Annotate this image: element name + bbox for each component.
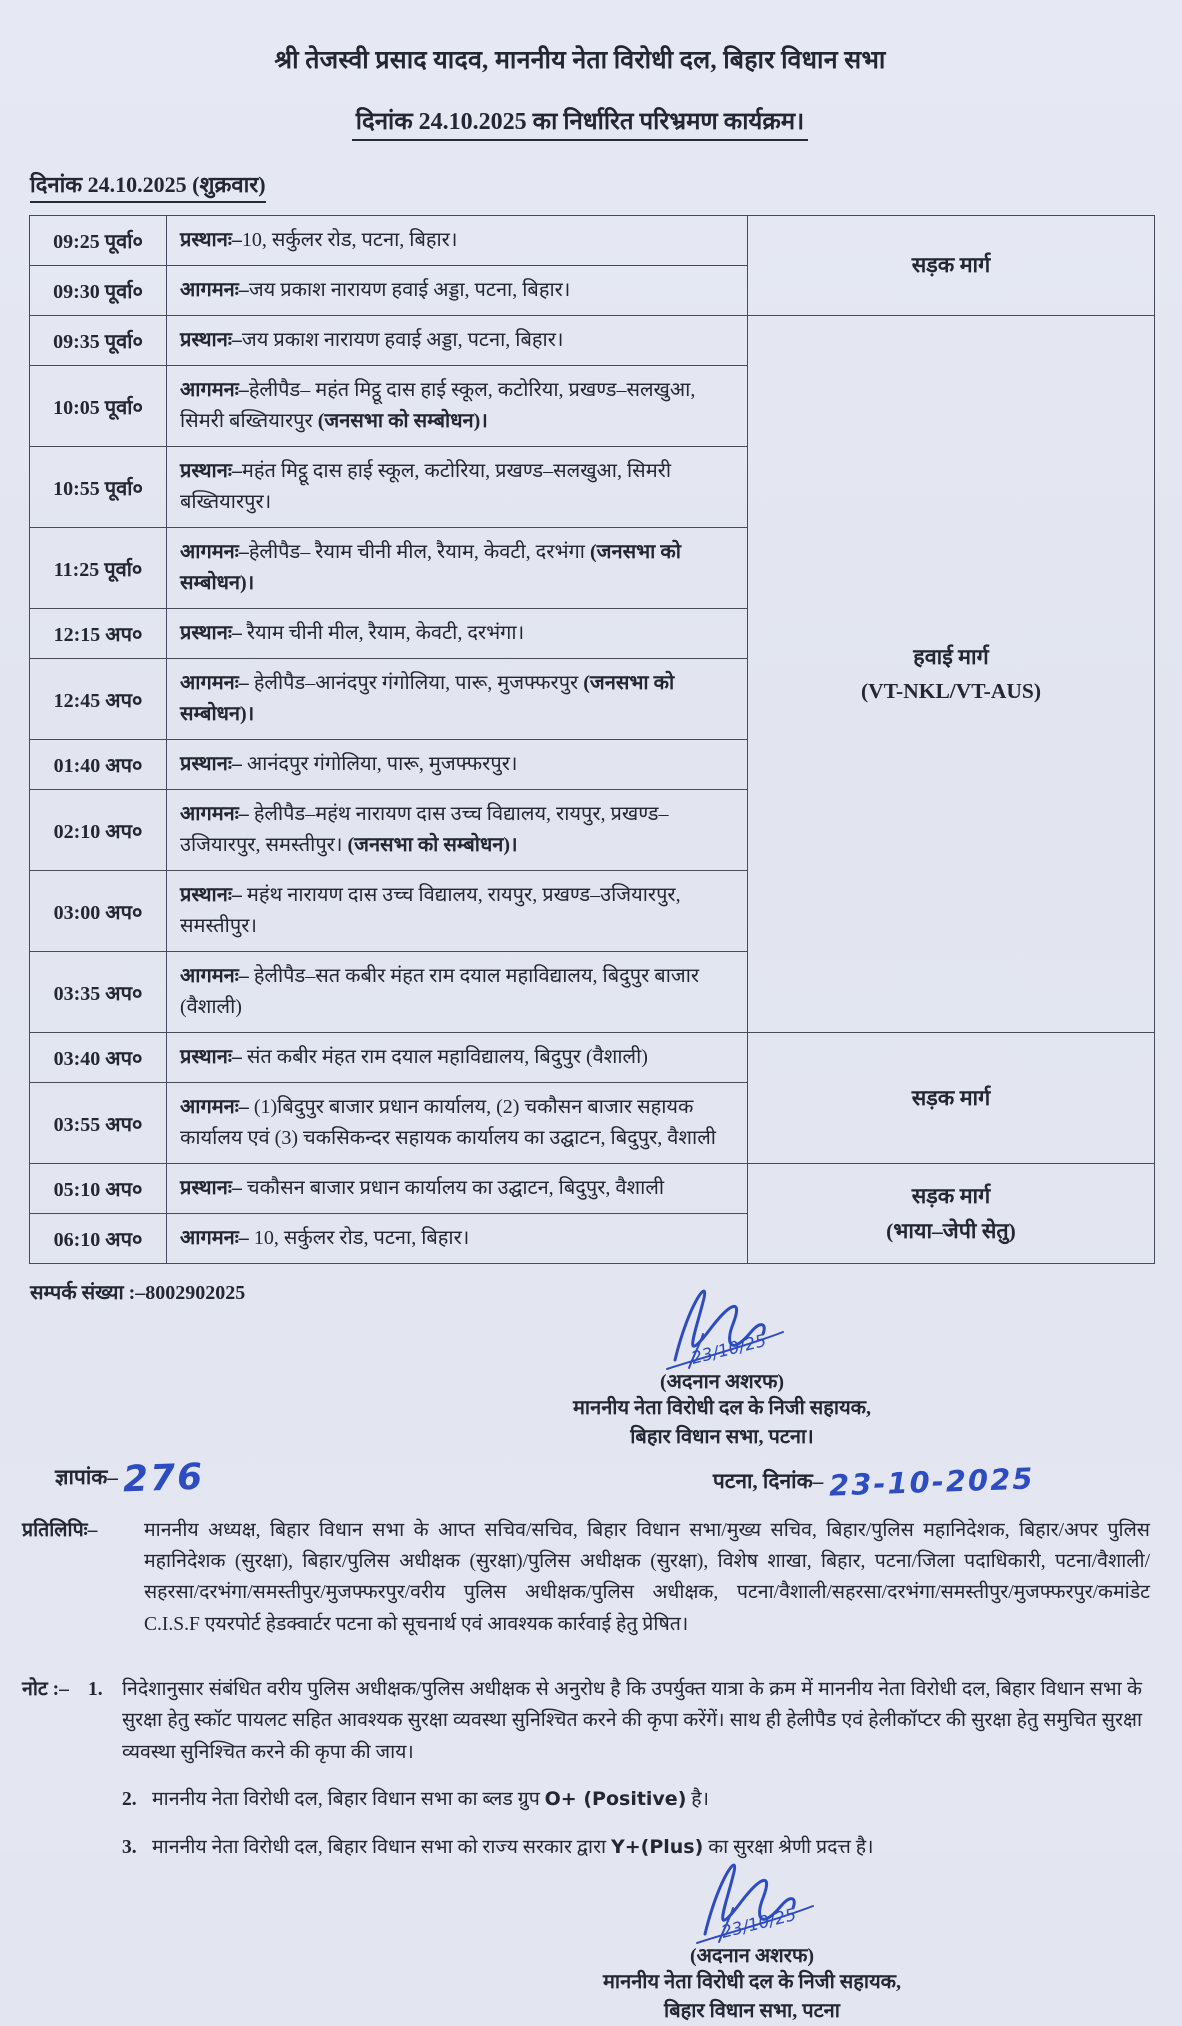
note-number: 1. xyxy=(88,1678,103,1700)
signature-date-scrawl: 23/10/25 xyxy=(719,1904,799,1943)
schedule-row xyxy=(30,1164,1155,1214)
detail-cell: प्रस्थानः–10, सर्कुलर रोड, पटना, बिहार। xyxy=(167,216,748,266)
notes-section xyxy=(22,1674,1142,1864)
detail-cell: प्रस्थानः– महंथ नारायण दास उच्च विद्यालय, रायपुर, प्रखण्ड–उजियारपुर, समस्तीपुर। xyxy=(167,871,748,952)
document-title xyxy=(120,42,1040,141)
time-cell: 12:15 अप० xyxy=(30,609,167,659)
time-cell: 03:00 अप० xyxy=(30,871,167,952)
memo-row xyxy=(55,1456,1152,1503)
route-cell: सड़क मार्ग xyxy=(748,216,1155,316)
note-number: 2. xyxy=(122,1789,137,1811)
detail-cell: आगमनः– 10, सर्कुलर रोड, पटना, बिहार। xyxy=(167,1214,748,1264)
signatory-role-2: बिहार विधान सभा, पटना xyxy=(664,1999,840,2022)
note-text: माननीय नेता विरोधी दल, बिहार विधान सभा का ब्लड ग्रुप O+ (Positive) है। xyxy=(152,1788,710,1811)
time-cell: 02:10 अप० xyxy=(30,790,167,871)
route-cell: सड़क मार्ग xyxy=(748,1033,1155,1164)
route-cell: सड़क मार्ग (भाया–जेपी सेतु) xyxy=(748,1164,1155,1264)
time-cell: 03:55 अप० xyxy=(30,1083,167,1164)
signature-scribble-icon xyxy=(667,1846,837,1951)
time-cell: 01:40 अप० xyxy=(30,740,167,790)
time-cell: 09:35 पूर्वा० xyxy=(30,316,167,366)
schedule-table xyxy=(29,215,1155,1264)
time-cell: 10:55 पूर्वा० xyxy=(30,447,167,528)
detail-cell: आगमनः– (1)बिदुपुर बाजार प्रधान कार्यालय, (2) चकौसन बाजार सहायक कार्यालय एवं (3) चकसिकन्दर सहायक कार्यालय का उद्घाटन, बिदुपुर, वैशाली xyxy=(167,1083,748,1164)
title-line-2: दिनांक 24.10.2025 का निर्धारित परिभ्रमण कार्यक्रम। xyxy=(352,98,809,141)
time-cell: 10:05 पूर्वा० xyxy=(30,366,167,447)
schedule-row xyxy=(30,216,1155,266)
detail-cell: प्रस्थानः– संत कबीर मंहत राम दयाल महाविद्यालय, बिदुपुर (वैशाली) xyxy=(167,1033,748,1083)
signatory-role-1: माननीय नेता विरोधी दल के निजी सहायक, xyxy=(572,1397,872,1419)
note-item xyxy=(22,1784,1142,1816)
copy-to-text: माननीय अध्यक्ष, बिहार विधान सभा के आप्त सचिव/सचिव, बिहार विधान सभा/मुख्य सचिव, बिहार/पुलिस महानिदेशक, बिहार/अपर पुलिस महानिदेशक (सुरक्षा), बिहार/पुलिस अधीक्षक (सुरक्षा)/पुलिस अधीक्षक (सुरक्षा), विशेष शाखा, बिहार, पटना/जिला पदाधिकारी, पटना/वैशाली/सहरसा/दरभंगा/समस्तीपुर/मुजफ्फरपुर/वरीय पुलिस अधीक्षक/पुलिस अधीक्षक, पटना/वैशाली/सहरसा/दरभंगा/समस्तीपुर/मुजफ्फरपुर/कमांडेट C.I.S.F एयरपोर्ट हेडक्वार्टर पटना को सूचनार्थ एवं आवश्यक कार्रवाई हेतु प्रेषित। xyxy=(144,1520,1150,1635)
note-item xyxy=(22,1674,1142,1769)
time-cell: 06:10 अप० xyxy=(30,1214,167,1264)
time-cell: 12:45 अप० xyxy=(30,659,167,740)
detail-cell: प्रस्थानः– आनंदपुर गंगोलिया, पारू, मुजफ्फरपुर। xyxy=(167,740,748,790)
signature-block-bottom xyxy=(452,1846,1052,2026)
memo-date-handwritten: 23-10-2025 xyxy=(827,1461,1035,1503)
detail-cell: आगमनः– हेलीपैड–आनंदपुर गंगोलिया, पारू, मुजफ्फरपुर (जनसभा को सम्बोधन)। xyxy=(167,659,748,740)
signature-block-top xyxy=(422,1272,1022,1452)
time-cell: 03:40 अप० xyxy=(30,1033,167,1083)
signatory-name: (अदनान अशरफ) xyxy=(689,1944,815,1967)
note-text: माननीय नेता विरोधी दल, बिहार विधान सभा को राज्य सरकार द्वारा Y+(Plus) का सुरक्षा श्रेणी प्रदत्त है। xyxy=(152,1836,874,1859)
signature-date-scrawl: 23/10/25 xyxy=(689,1330,769,1369)
detail-cell: आगमनः–जय प्रकाश नारायण हवाई अड्डा, पटना, बिहार। xyxy=(167,266,748,316)
notes-label: नोट :– xyxy=(22,1678,69,1700)
note-text: निदेशानुसार संबंधित वरीय पुलिस अधीक्षक/पुलिस अधीक्षक से अनुरोध है कि उपर्युक्त यात्रा के क्रम में माननीय नेता विरोधी दल, बिहार विधान सभा के सुरक्षा हेतु स्कॉट पायलट सहित आवश्यक सुरक्षा व्यवस्था सुनिश्चित करने की कृपा करेंगें। साथ ही हेलीपैड एवं हेलीकॉप्टर की सुरक्षा हेतु समुचित सुरक्षा व्यवस्था सुनिश्चित करने की कृपा की जाय। xyxy=(122,1678,1142,1763)
time-cell: 05:10 अप० xyxy=(30,1164,167,1214)
detail-cell: प्रस्थानः– चकौसन बाजार प्रधान कार्यालय का उद्घाटन, बिदुपुर, वैशाली xyxy=(167,1164,748,1214)
date-heading: दिनांक 24.10.2025 (शुक्रवार) xyxy=(30,169,266,203)
signature-scribble-icon xyxy=(637,1272,807,1377)
detail-cell: प्रस्थानः–जय प्रकाश नारायण हवाई अड्डा, पटना, बिहार। xyxy=(167,316,748,366)
detail-cell: प्रस्थानः– रैयाम चीनी मील, रैयाम, केवटी, दरभंगा। xyxy=(167,609,748,659)
copy-to-section xyxy=(22,1515,1150,1640)
detail-cell: प्रस्थानः–महंत मिट्ठू दास हाई स्कूल, कटोरिया, प्रखण्ड–सलखुआ, सिमरी बख्तियारपुर। xyxy=(167,447,748,528)
detail-cell: आगमनः–हेलीपैड– महंत मिट्ठू दास हाई स्कूल, कटोरिया, प्रखण्ड–सलखुआ, सिमरी बख्तियारपुर (जनसभा को सम्बोधन)। xyxy=(167,366,748,447)
contact-signature-row xyxy=(30,1272,1152,1452)
detail-cell: आगमनः– हेलीपैड–सत कबीर मंहत राम दयाल महाविद्यालय, बिदुपुर बाजार (वैशाली) xyxy=(167,952,748,1033)
memo-label: ज्ञापांक– xyxy=(55,1465,118,1489)
memo-number-line xyxy=(55,1458,204,1499)
title-line-1: श्री तेजस्वी प्रसाद यादव, माननीय नेता विरोधी दल, बिहार विधान सभा xyxy=(274,47,886,74)
note-number: 3. xyxy=(122,1837,137,1859)
memo-place-date-label: पटना, दिनांक– xyxy=(712,1469,824,1493)
schedule-row xyxy=(30,1033,1155,1083)
signatory-name: (अदनान अशरफ) xyxy=(659,1371,785,1393)
signatory-role-2: बिहार विधान सभा, पटना। xyxy=(630,1426,814,1448)
time-cell: 09:25 पूर्वा० xyxy=(30,216,167,266)
time-cell: 03:35 अप० xyxy=(30,952,167,1033)
memo-number-handwritten: 276 xyxy=(122,1456,206,1501)
detail-cell: आगमनः– हेलीपैड–महंथ नारायण दास उच्च विद्यालय, रायपुर, प्रखण्ड–उजियारपुर, समस्तीपुर। (जनसभा को सम्बोधन)। xyxy=(167,790,748,871)
schedule-row xyxy=(30,316,1155,366)
memo-date-line xyxy=(712,1461,1035,1503)
route-cell: हवाई मार्ग (VT-NKL/VT-AUS) xyxy=(748,316,1155,1033)
detail-cell: आगमनः–हेलीपैड– रैयाम चीनी मील, रैयाम, केवटी, दरभंगा (जनसभा को सम्बोधन)। xyxy=(167,528,748,609)
contact-number: सम्पर्क संख्या :–8002902025 xyxy=(30,1282,246,1304)
time-cell: 11:25 पूर्वा० xyxy=(30,528,167,609)
signatory-role-1: माननीय नेता विरोधी दल के निजी सहायक, xyxy=(602,1970,902,1993)
copy-to-label: प्रतिलिपिः– xyxy=(22,1520,98,1541)
time-cell: 09:30 पूर्वा० xyxy=(30,266,167,316)
